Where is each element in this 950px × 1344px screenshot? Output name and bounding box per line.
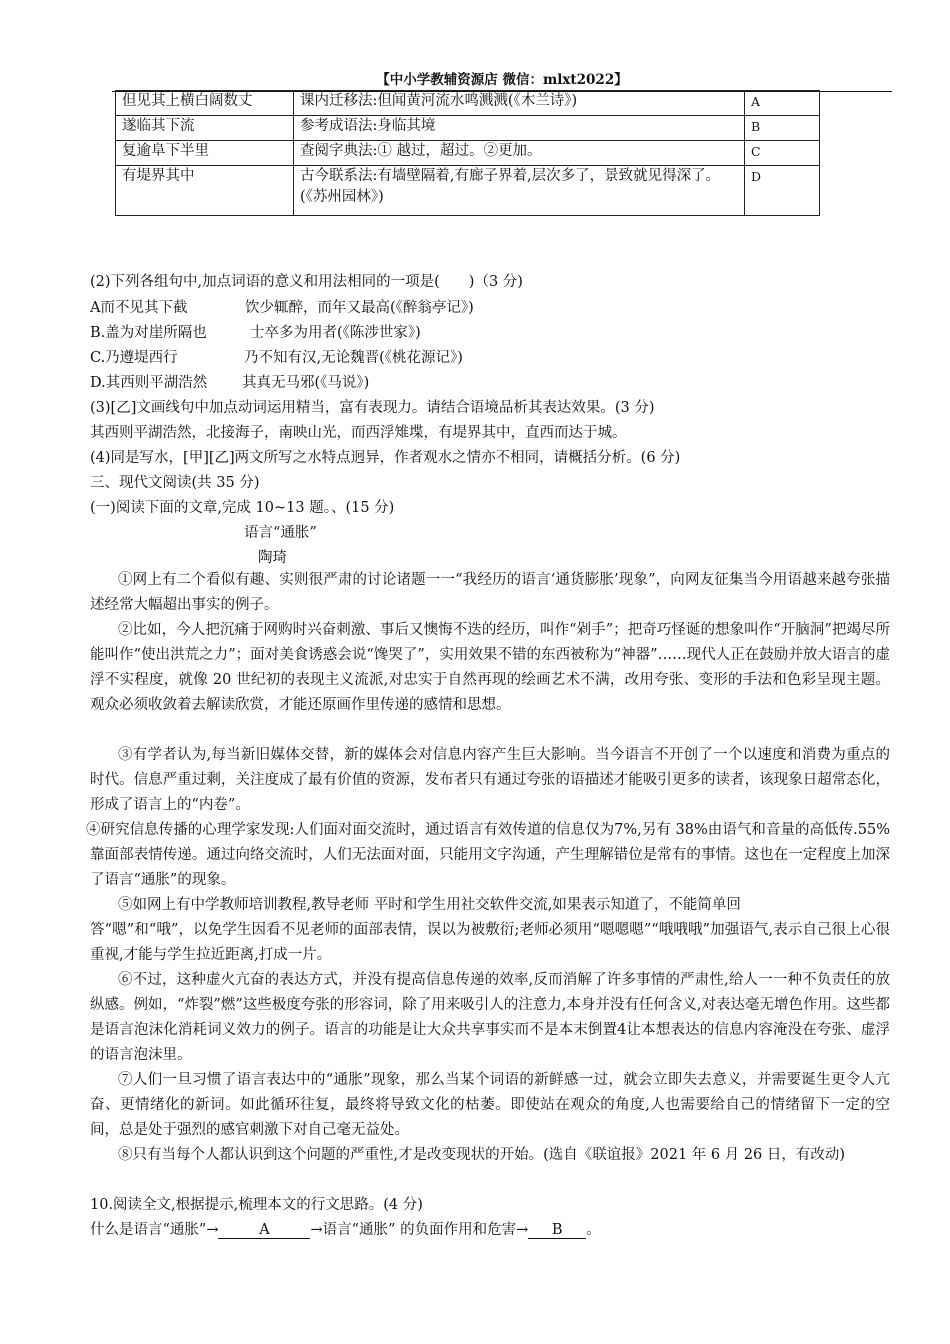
table-cell-word: 遂临其下流: [116, 116, 294, 141]
question-10-stem: 10.阅读全文,根据提示,梳理本文的行文思路。(4 分): [90, 1197, 423, 1213]
table-cell-method: 查阅字典法:① 越过，超过。②更加。: [294, 141, 745, 166]
q2-option-b-right: 士卒多为用者(《陈涉世家》): [250, 325, 421, 341]
table-row: [116, 141, 820, 166]
table-row: [116, 91, 820, 116]
question-2-stem: (2)下列各组句中,加点词语的意义和用法相同的一项是( )（3 分): [90, 274, 523, 290]
article-paragraph-4: ④研究信息传播的心理学家发现:人们面对面交流时，通过语言有效传道的信息仅为7%,另有 38%由语气和音量的高低传.55%靠面部表情传递。通过向络交流时，人们无法面对面，只能用文字沟通，产生理解错位是常有的事情。这也在一定程度上加深了语言“通胀”的现象。: [86, 822, 890, 888]
table-cell-word: 复逾阜下半里: [116, 141, 294, 166]
article-paragraph-1: ①网上有二个看似有趣、实则很严肃的讨论诸题一一“我经历的语言‘通货膨胀’现象”，向网友征集当今用语越来越夸张描述经常大幅超出事实的例子。: [90, 572, 890, 613]
q2-option-b-left: B.盖为对崖所隔也: [90, 325, 207, 341]
flow-middle-text: →语言“通胀” 的负面作用和危害→: [310, 1222, 529, 1238]
flow-end-text: 。: [586, 1222, 601, 1238]
section-3-heading: 三、现代文阅读(共 35 分): [90, 475, 260, 491]
table-row: [116, 116, 820, 141]
flow-start-text: 什么是语言“通胀”→: [90, 1222, 219, 1238]
article-paragraph-3: ③有学者认为,每当新旧媒体交替，新的媒体会对信息内容产生巨大影响。当今语言不开创了一个以速度和消费为重点的时代。信息严重过剩，关注度成了最有价值的资源，发布者只有通过夸张的语描述才能吸引更多的读者，该现象日超常态化，形成了语言上的“内卷”。: [90, 747, 890, 813]
table-cell-option: A: [745, 91, 820, 116]
question-3-stem: (3)[乙]文画线句中加点动词运用精当，富有表现力。请结合语境品析其表达效果。(3 分): [90, 400, 655, 416]
article-paragraph-5b: 答“嗯”和“哦”，以免学生因看不见老师的面部表情，误以为被敷衍;老师必须用“嗯嗯嗯”“哦哦哦”加强语气,表示自己很上心很重视,才能与学生拉近距离,打成一片。: [90, 922, 890, 963]
table-row: [116, 166, 820, 216]
article-title: 语言“通胀”: [244, 525, 317, 541]
table-cell-option: C: [745, 141, 820, 166]
table-cell-method: 课内迁移法:但闻黄河流水鸣溅溅(《木兰诗》): [294, 91, 745, 116]
table-cell-option: D: [745, 166, 820, 216]
table-cell-word: 有堤界其中: [116, 166, 294, 216]
table-cell-method: 参考成语法:身临其境: [294, 116, 745, 141]
article-paragraph-5a: ⑤如网上有中学教师培训教程,教导老师 平时和学生用社交软件交流,如果表示知道了，不能简单回: [118, 897, 741, 913]
table-cell-method: 古今联系法:有墙壁隔着,有廊子界着,层次多了，景致就见得深了。(《苏州园林》): [294, 166, 745, 216]
article-paragraph-7: ⑦人们一旦习惯了语言表达中的“通胀”现象，那么当某个词语的新鲜感一过，就会立即失去意义，并需要诞生更令人亢奋、更情绪化的新词。如此循环往复，最终将导致文化的枯萎。即使站在观众的角度,人也需要给自己的情绪留下一定的空间，总是处于强烈的感官刺激下对自己毫无益处。: [90, 1072, 890, 1138]
table-cell-option: B: [745, 116, 820, 141]
question-4-stem: (4)同是写水，[甲][乙]两文所写之水特点迥异，作者观水之情亦不相同，请概括分析。(6 分): [90, 450, 681, 466]
article-author: 陶琦: [258, 550, 287, 566]
answer-blank-b[interactable]: B: [528, 1222, 586, 1239]
article-paragraph-8: ⑧只有当每个人都认识到这个问题的严重性,才是改变现状的开始。(选自《联谊报》2021 年 6 月 26 日，有改动): [118, 1147, 846, 1163]
q2-option-a-left: A而不见其下截: [90, 300, 188, 316]
q2-option-d-left: D.其西则平湖浩然: [90, 375, 208, 391]
question-3-quote: 其西则平湖浩然，北接海子，南映山光，而西浮雉堞，有堤界其中，直西而达于城。: [90, 425, 627, 441]
q2-option-d-right: 其真无马邪(《马说》): [242, 375, 370, 391]
q2-option-c-right: 乃不知有汉,无论魏晋(《桃花源记》): [244, 350, 463, 366]
table-cell-word: 但见其上横白阔数丈: [116, 91, 294, 116]
page-header: 【中小学教辅资源店 微信：mlxt2022】: [112, 68, 892, 92]
q2-option-c-left: C.乃遵堤西行: [90, 350, 178, 366]
answer-blank-a[interactable]: A: [218, 1222, 310, 1239]
question-10-flow: [90, 1218, 601, 1239]
article-paragraph-2: ②比如，今人把沉痛于网购时兴奋刺激、事后又懊悔不迭的经历，叫作“剁手”；把奇巧怪诞的想象叫作“开脑洞”把竭尽所能叫作“使出洪荒之力”；面对美食诱惑会说“馋哭了”，实用效果不错的东西被称为“神器”……现代人正在鼓励并放大语言的虚浮不实程度，就像 20 世纪初的表现主义流派,对忠实于自然再现的绘画艺术不满，改用夸张、变形的手法和色彩呈现主题。观众必须收敛着去解读欣赏，才能还原画作里传递的感情和思想。: [90, 622, 890, 713]
subsection-1-heading: (一)阅读下面的文章,完成 10~13 题。、(15 分): [90, 500, 395, 516]
vocab-method-table: [115, 90, 820, 216]
article-paragraph-6: ⑥不过，这种虚火亢奋的表达方式，并没有提高信息传递的效率,反而消解了许多事情的严肃性,给人一一种不负责任的放纵感。例如，“炸裂”燃”这些极度夸张的形容词，除了用来吸引人的注意力,本身并没有任何含义,对表达毫无增色作用。这些都是语言泡沫化消耗词义效力的例子。语言的功能是让大众共享事实而不是本末倒置4让本想表达的信息内容淹没在夸张、虚浮的语言泡沫里。: [90, 972, 890, 1063]
q2-option-a-right: 饮少辄醉，而年又最高(《醉翁亭记》): [245, 300, 474, 316]
